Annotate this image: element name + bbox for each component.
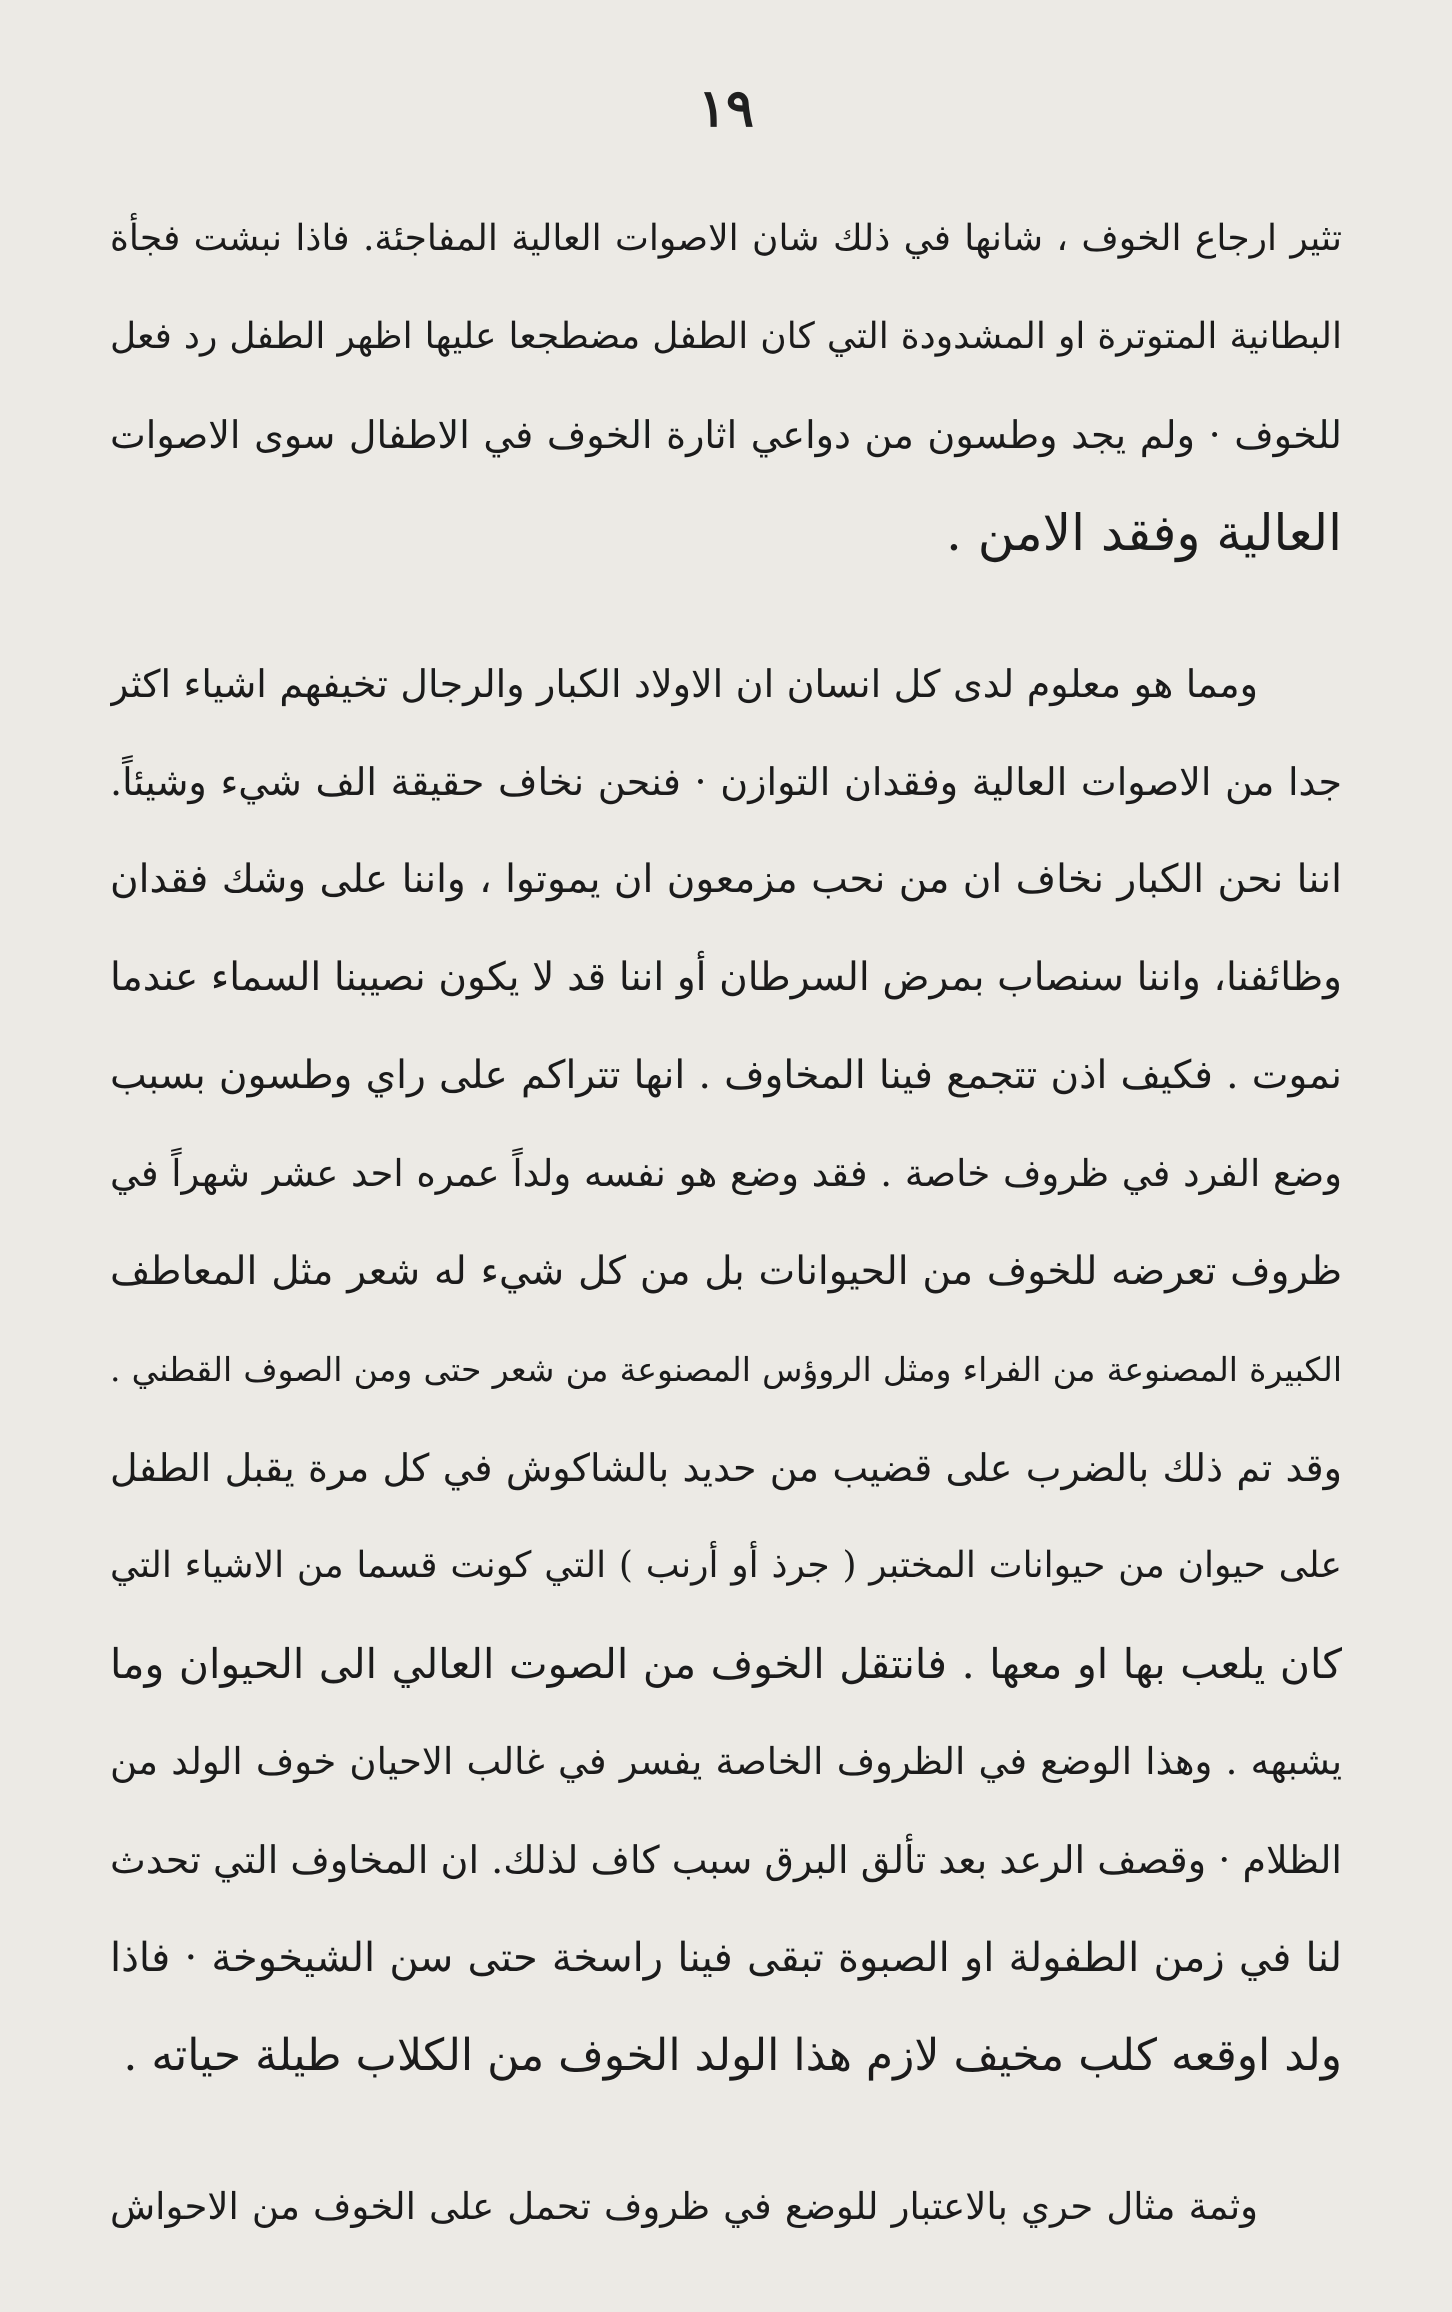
text-line: لنا في زمن الطفولة او الصبوة تبقى فينا راسخة حتى سن الشيخوخة · فاذا [110,1935,1342,1981]
text-line: نموت . فكيف اذن تتجمع فينا المخاوف . انها تتراكم على راي وطسون بسبب [110,1053,1342,1098]
paragraph-1 [110,190,1342,582]
text-line: ومما هو معلوم لدى كل انسان ان الاولاد الكبار والرجال تخيفهم اشياء اكثر [110,662,1258,706]
text-line: تثير ارجاع الخوف ، شانها في ذلك شان الاصوات العالية المفاجئة. فاذا نبشت فجأة [110,218,1342,259]
text-line: كان يلعب بها او معها . فانتقل الخوف من الصوت العالي الى الحيوان وما [110,1640,1342,1688]
page-number: ١٩ [698,78,754,139]
text-line: يشبهه . وهذا الوضع في الظروف الخاصة يفسر في غالب الاحيان خوف الولد من [110,1740,1342,1783]
text-line: وضع الفرد في ظروف خاصة . فقد وضع هو نفسه ولداً عمره احد عشر شهراً في [110,1152,1342,1195]
text-line: على حيوان من حيوانات المختبر ( جرذ أو أرنب ) التي كونت قسما من الاشياء التي [110,1545,1342,1586]
text-line: الظلام · وقصف الرعد بعد تألق البرق سبب كاف لذلك. ان المخاوف التي تحدث [110,1838,1342,1882]
text-line: ظروف تعرضه للخوف من الحيوانات بل من كل شيء له شعر مثل المعاطف [110,1249,1342,1294]
text-line: وثمة مثال حري بالاعتبار للوضع في ظروف تحمل على الخوف من الاحواش [110,2185,1258,2228]
text-line: العالية وفقد الامن . [945,504,1342,562]
text-line: وظائفنا، واننا سنصاب بمرض السرطان أو اننا قد لا يكون نصيبنا السماء عندما [110,955,1342,1000]
text-line: الكبيرة المصنوعة من الفراء ومثل الروؤس المصنوعة من شعر حتى ومن الصوف القطني . [110,1350,1342,1389]
text-line: ولد اوقعه كلب مخيف لازم هذا الولد الخوف من الكلاب طيلة حياته . [123,2030,1342,2081]
paragraph-2 [110,635,1342,2105]
paragraph-3 [110,2158,1342,2256]
text-line: اننا نحن الكبار نخاف ان من نحب مزمعون ان يموتوا ، واننا على وشك فقدان [110,857,1342,902]
text-line: البطانية المتوترة او المشدودة التي كان الطفل مضطجعا عليها اظهر الطفل رد فعل [110,316,1342,357]
text-line: جدا من الاصوات العالية وفقدان التوازن · فنحن نخاف حقيقة الف شيء وشيئاً. [110,760,1342,804]
text-line: وقد تم ذلك بالضرب على قضيب من حديد بالشاكوش في كل مرة يقبل الطفل [110,1446,1342,1490]
text-line: للخوف · ولم يجد وطسون من دواعي اثارة الخوف في الاطفال سوى الاصوات [110,413,1342,457]
